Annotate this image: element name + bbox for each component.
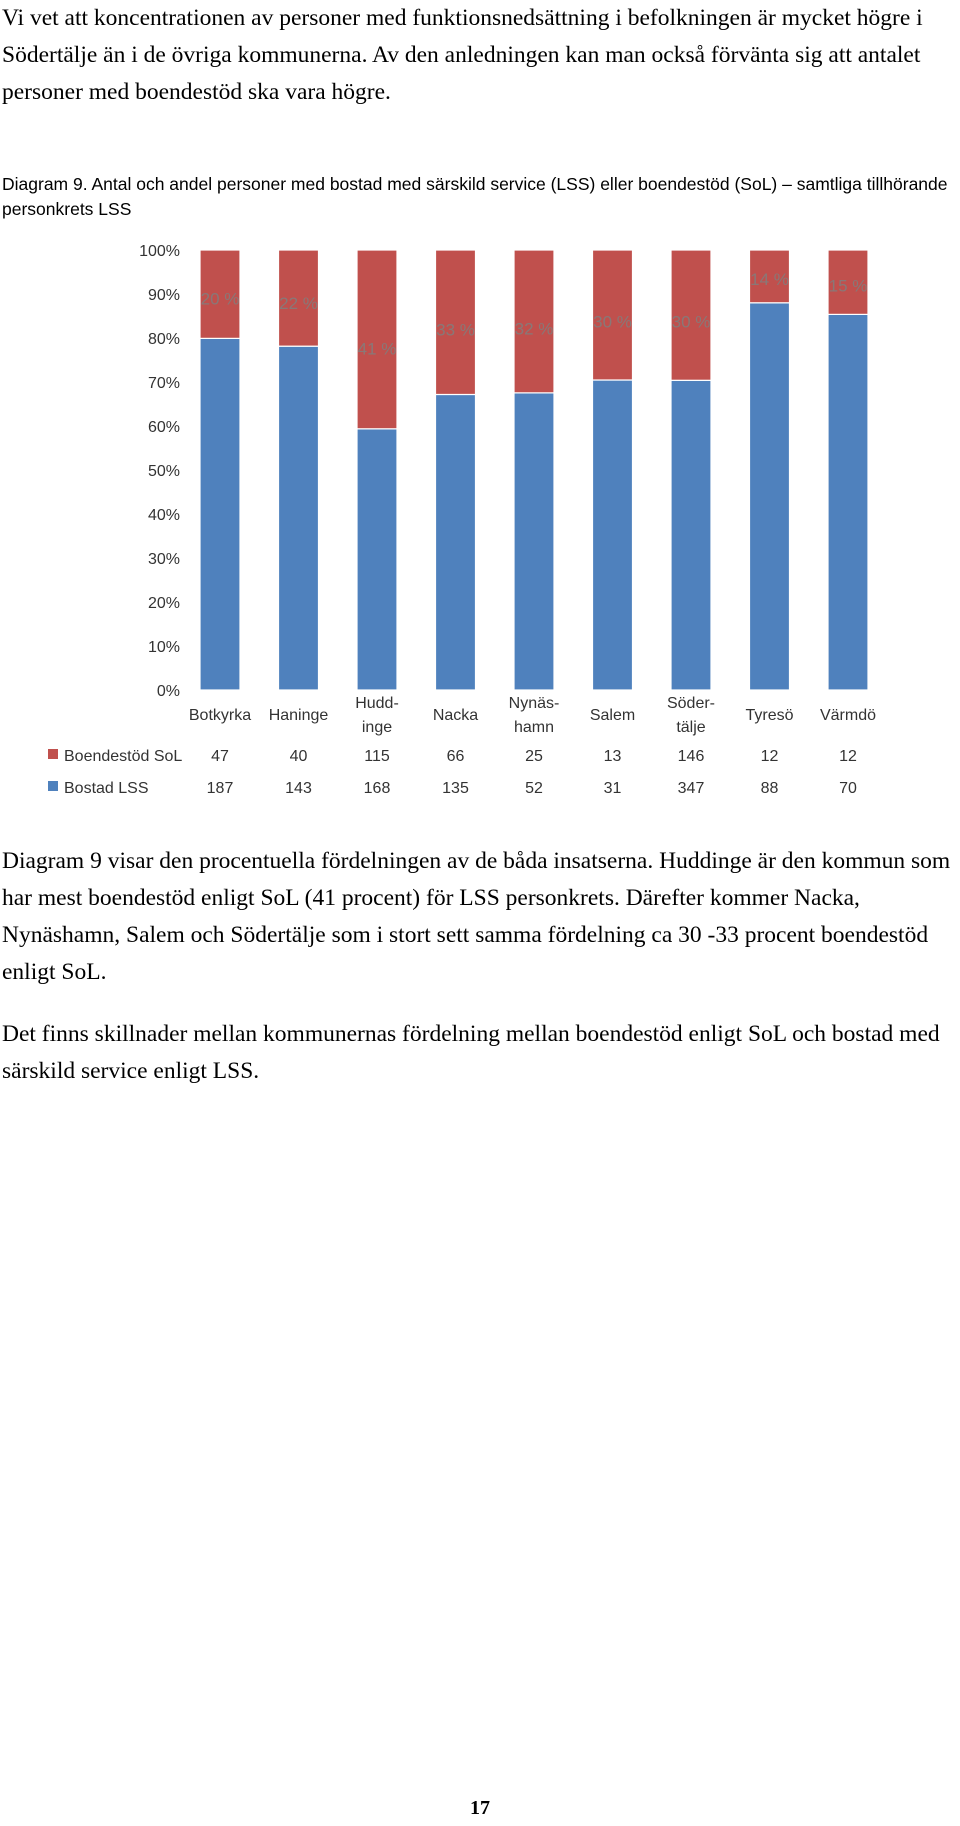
y-tick-label: 60% bbox=[147, 419, 180, 436]
x-category-label: Salem bbox=[589, 707, 636, 724]
x-category-label: Tyresö bbox=[745, 707, 794, 724]
bar-segment-bostad-lss bbox=[436, 394, 476, 690]
table-value-bostad-lss: 187 bbox=[206, 780, 234, 797]
table-value-bostad-lss: 347 bbox=[677, 780, 705, 797]
legend-key-bostad-lss bbox=[48, 781, 58, 791]
table-value-boendestod-sol: 12 bbox=[839, 748, 857, 765]
table-value-boendestod-sol: 115 bbox=[364, 748, 390, 765]
x-category-label: Värmdö bbox=[819, 707, 877, 724]
data-label: 30 % bbox=[671, 312, 711, 332]
data-label: 20 % bbox=[200, 289, 240, 309]
bar-segment-bostad-lss bbox=[750, 303, 790, 690]
bar-segment-bostad-lss bbox=[357, 429, 397, 690]
bar-segment-bostad-lss bbox=[514, 393, 554, 690]
table-value-boendestod-sol: 12 bbox=[760, 748, 779, 765]
bar-segment-bostad-lss bbox=[828, 314, 868, 690]
x-category-label: Haninge bbox=[268, 707, 329, 724]
table-value-boendestod-sol: 13 bbox=[603, 748, 622, 765]
table-value-boendestod-sol: 47 bbox=[211, 748, 229, 765]
table-value-boendestod-sol: 146 bbox=[677, 748, 705, 765]
figure-caption: Diagram 9. Antal och andel personer med bostad med särskild service (LSS) eller boendestöd (SoL) – samtliga tillhörande personkrets LSS bbox=[2, 174, 948, 219]
bar-segment-bostad-lss bbox=[200, 338, 240, 690]
table-value-bostad-lss: 88 bbox=[760, 780, 779, 797]
table-value-bostad-lss: 52 bbox=[525, 780, 543, 797]
y-tick-label: 100% bbox=[139, 243, 180, 260]
table-value-bostad-lss: 143 bbox=[285, 780, 312, 797]
legend-label-bostad-lss: Bostad LSS bbox=[64, 780, 149, 797]
data-label: 30 % bbox=[593, 312, 632, 332]
y-tick-label: 50% bbox=[147, 463, 180, 480]
y-tick-label: 20% bbox=[147, 595, 180, 612]
x-category-label: tälje bbox=[676, 719, 706, 736]
table-value-bostad-lss: 70 bbox=[839, 780, 857, 797]
table-value-bostad-lss: 31 bbox=[603, 780, 622, 797]
x-category-label: hamn bbox=[513, 719, 555, 736]
x-category-label: Nacka bbox=[432, 707, 479, 724]
x-category-label: inge bbox=[361, 719, 393, 736]
data-label: 32 % bbox=[514, 319, 554, 339]
legend-key-boendestod-sol bbox=[48, 749, 58, 759]
x-category-label: Botkyrka bbox=[188, 707, 252, 724]
y-tick-label: 90% bbox=[147, 287, 180, 304]
y-tick-label: 40% bbox=[147, 507, 180, 524]
table-value-bostad-lss: 135 bbox=[442, 780, 469, 797]
bar-segment-bostad-lss bbox=[593, 380, 633, 690]
bar-segment-bostad-lss bbox=[671, 380, 711, 690]
table-value-boendestod-sol: 66 bbox=[446, 748, 465, 765]
legend-label-boendestod-sol: Boendestöd SoL bbox=[64, 748, 183, 765]
data-label: 33 % bbox=[436, 320, 475, 340]
y-tick-label: 70% bbox=[147, 375, 180, 392]
y-tick-label: 30% bbox=[147, 551, 180, 568]
y-tick-label: 10% bbox=[147, 639, 180, 656]
data-label: 14 % bbox=[750, 270, 789, 290]
conclusion-paragraph: Det finns skillnader mellan kommunernas fördelning mellan boendestöd enligt SoL och bostad med särskild service enligt LSS. bbox=[2, 1021, 940, 1084]
y-tick-label: 80% bbox=[147, 331, 180, 348]
table-value-boendestod-sol: 25 bbox=[525, 748, 543, 765]
data-label: 41 % bbox=[357, 339, 397, 359]
x-category-label: Nynäs- bbox=[508, 695, 560, 712]
y-tick-label: 0% bbox=[156, 683, 180, 700]
data-label: 22 % bbox=[279, 293, 318, 313]
bar-segment-bostad-lss bbox=[279, 346, 319, 690]
table-value-bostad-lss: 168 bbox=[363, 780, 391, 797]
analysis-paragraph: Diagram 9 visar den procentuella fördelningen av de båda insatserna. Huddinge är den kommun som har mest boendestöd enligt SoL (41 procent) för LSS personkrets. Därefter kommer Nacka, Nynäshamn, Salem och Södertälje som i stort sett samma fördelning ca 30 -33 procent boendestöd enligt SoL. bbox=[2, 848, 951, 985]
x-category-label: Hudd- bbox=[355, 695, 399, 712]
page-number: 17 bbox=[470, 1797, 490, 1819]
table-value-boendestod-sol: 40 bbox=[289, 748, 308, 765]
data-label: 15 % bbox=[828, 276, 868, 296]
stacked-bar-chart bbox=[0, 238, 960, 818]
intro-paragraph: Vi vet att koncentrationen av personer med funktionsnedsättning i befolkningen är mycket högre i Södertälje än i de övriga kommunerna. Av den anledningen kan man också förvänta sig att antalet personer med boendestöd ska vara högre. bbox=[2, 5, 923, 105]
x-category-label: Söder- bbox=[666, 695, 716, 712]
